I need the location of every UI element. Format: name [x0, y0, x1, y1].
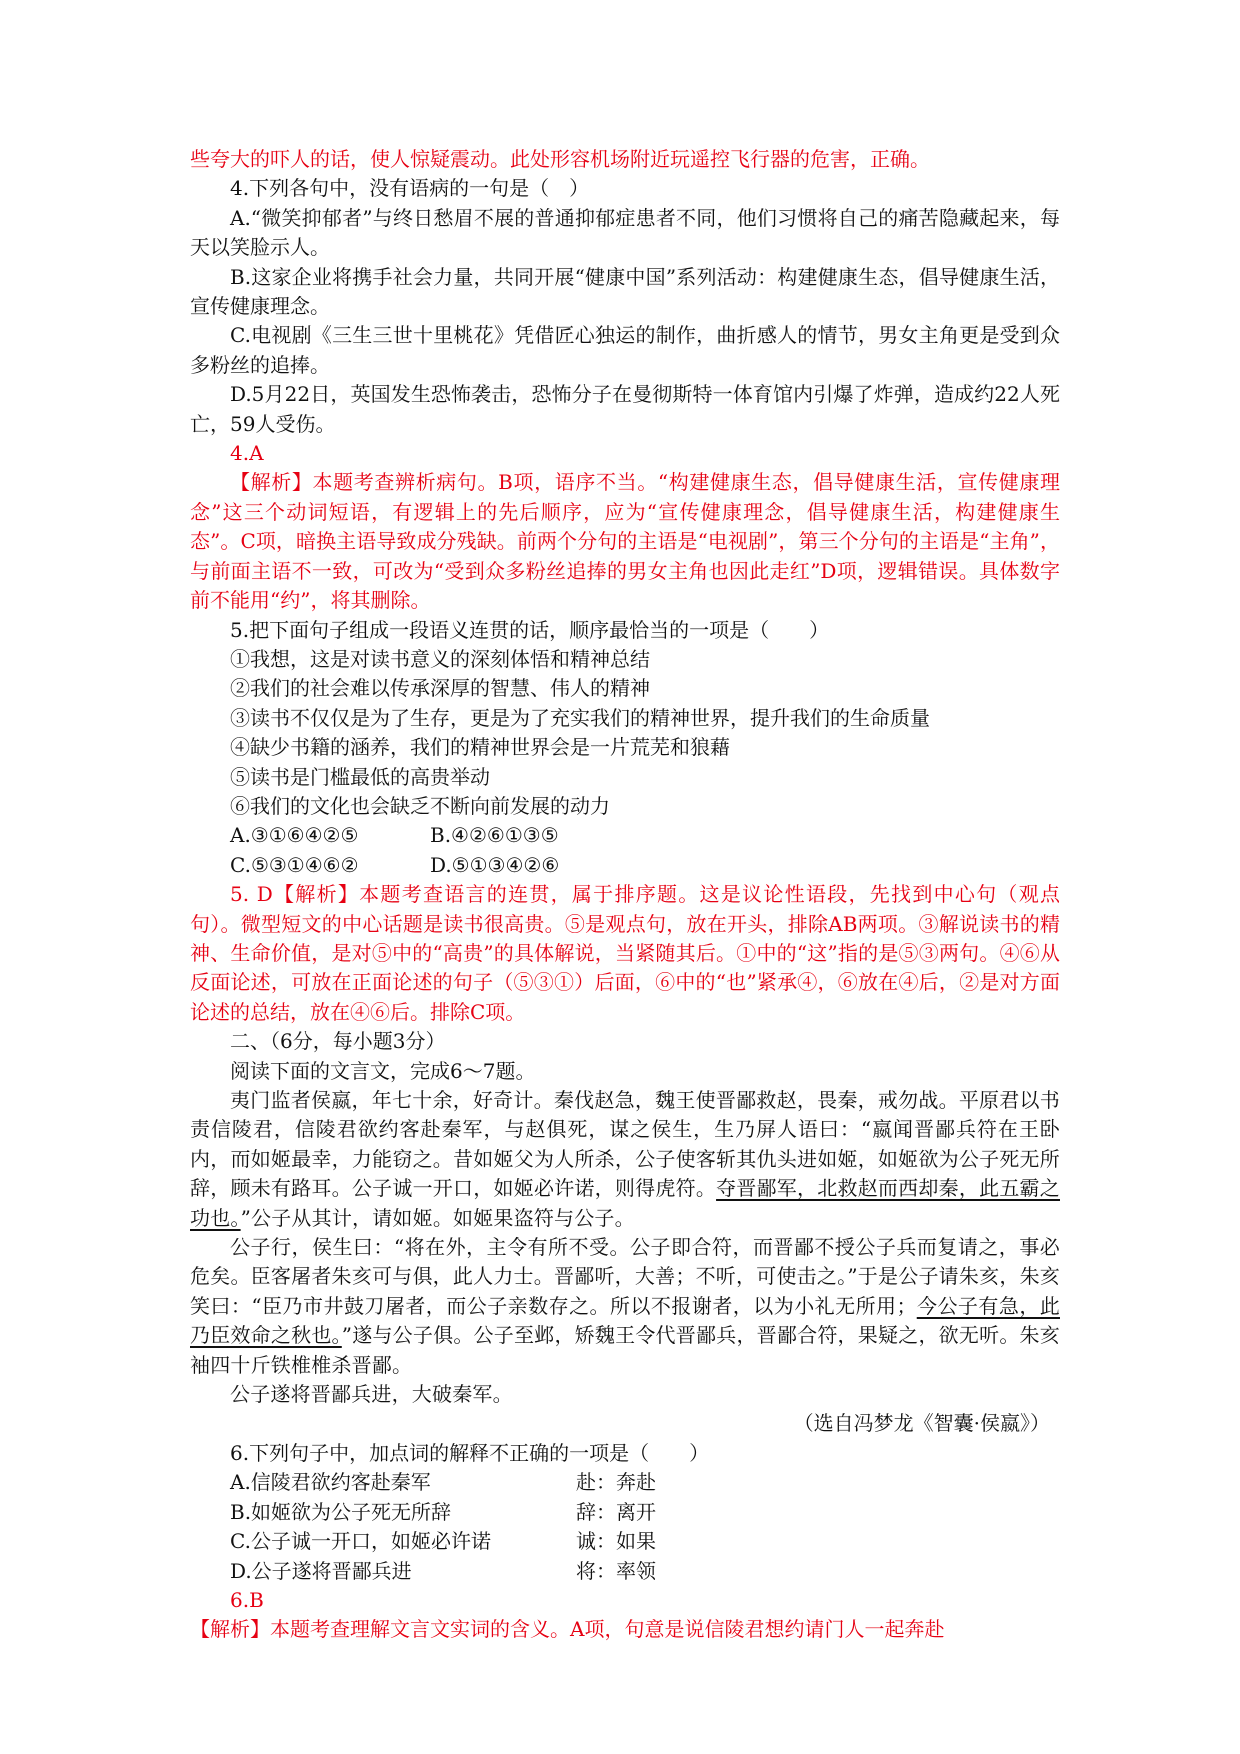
q6-stem: 6.下列句子中，加点词的解释不正确的一项是（ ）	[230, 1440, 710, 1465]
q5-stem: 5.把下面句子组成一段语义连贯的话，顺序最恰当的一项是（ ）	[230, 617, 830, 642]
q5-options-row-1	[190, 821, 1060, 850]
q5-option-b: B.④②⑥①③⑤	[430, 823, 559, 848]
q5-item-5: ⑤读书是门槛最低的高贵举动	[230, 764, 490, 789]
q6-analysis: 【解析】本题考查理解文言文实词的含义。A项，句意是说信陵君想约请门人一起奔赴	[190, 1617, 945, 1642]
analysis-continuation: 些夸大的吓人的话，使人惊疑震动。此处形容机场附近玩遥控飞行器的危害，正确。	[190, 147, 930, 171]
q5-item-6: ⑥我们的文化也会缺乏不断向前发展的动力	[230, 793, 610, 818]
q5-option-c: C.⑤③①④⑥②	[230, 852, 359, 877]
q6-option-sentence: D.公子遂将晋鄙兵进	[230, 1558, 412, 1583]
underlined-sentence-2: 今公子有急，此乃臣效命之秋也。	[190, 1293, 1060, 1348]
q5-option-d: D.⑤①③④②⑥	[430, 852, 560, 877]
section-2-heading: 二、（6分，每小题3分）	[230, 1029, 446, 1054]
q4-answer: 4.A	[230, 441, 264, 466]
q6-option-c	[190, 1527, 1060, 1556]
classical-text-1b: ”公子从其计，请如姬。如姬果盗符与公子。	[240, 1205, 635, 1230]
q4-stem: 4.下列各句中，没有语病的一句是（ ）	[230, 176, 590, 201]
classical-text-2b: ”遂与公子俱。公子至邺，矫魏王令代晋鄙兵，晋鄙合符，果疑之，欲无听。朱亥袖四十斤铁椎椎杀晋鄙。	[190, 1323, 1060, 1377]
q6-option-sentence: A.信陵君欲约客赴秦军	[230, 1470, 431, 1495]
underlined-sentence-1: 夺晋鄙军，北救赵而西却秦，此五霸之功也。	[190, 1176, 1060, 1230]
q6-option-d	[190, 1557, 1060, 1586]
classical-text-paragraph-2	[190, 1233, 1060, 1380]
q5-analysis: 5. D【解析】本题考查语言的连贯，属于排序题。这是议论性语段，先找到中心句（观点句）。微型短文的中心话题是读书很高贵。⑤是观点句，放在开头，排除AB两项。③解说读书的精神、生命价值，是对⑤中的“高贵”的具体解说，当紧随其后。①中的“这”指的是⑤③两句。④⑥从反面论述，可放在正面论述的句子（⑤③①）后面，⑥中的“也”紧承④，⑥放在④后，②是对方面论述的总结，放在④⑥后。排除C项。	[190, 882, 1060, 1024]
classical-text-2a: 公子行，侯生曰：“将在外，主令有所不受。公子即合符，而晋鄙不授公子兵而复请之，事必危矣。臣客屠者朱亥可与俱，此人力士。晋鄙听，大善；不听，可使击之。”于是公子请朱亥，朱亥笑曰：“臣乃市井鼓刀屠者，而公子亲数存之。所以不报谢者，以为小礼无所用；	[190, 1235, 1060, 1318]
section-2-instruction: 阅读下面的文言文，完成6～7题。	[230, 1058, 536, 1083]
q5-options-row-2	[190, 851, 1060, 880]
q6-option-sentence: B.如姬欲为公子死无所辞	[230, 1499, 452, 1524]
q5-item-2: ②我们的社会难以传承深厚的智慧、伟人的精神	[230, 676, 650, 701]
q5-item-3: ③读书不仅仅是为了生存，更是为了充实我们的精神世界，提升我们的生命质量	[230, 705, 930, 730]
q5-item-4: ④缺少书籍的涵养，我们的精神世界会是一片荒芜和狼藉	[230, 735, 730, 760]
q6-option-gloss: 辞：离开	[576, 1499, 656, 1524]
q6-option-sentence: C.公子诚一开口，如姬必许诺	[230, 1529, 491, 1554]
q6-option-a	[190, 1468, 1060, 1497]
q4-option-c: C.电视剧《三生三世十里桃花》凭借匠心独运的制作，曲折感人的情节，男女主角更是受到众多粉丝的追捧。	[190, 323, 1060, 377]
q4-option-d: D.5月22日，英国发生恐怖袭击，恐怖分子在曼彻斯特一体育馆内引爆了炸弹，造成约22人死亡，59人受伤。	[190, 382, 1060, 436]
text-source: （选自冯梦龙《智囊·侯嬴》）	[793, 1411, 1050, 1436]
q4-option-a: A.“微笑抑郁者”与终日愁眉不展的普通抑郁症患者不同，他们习惯将自己的痛苦隐藏起来，每天以笑脸示人。	[190, 205, 1060, 260]
q6-option-b	[190, 1498, 1060, 1527]
q6-option-gloss: 诚：如果	[576, 1529, 656, 1554]
classical-text-1a: 夷门监者侯嬴，年七十余，好奇计。秦伐赵急，魏王使晋鄙救赵，畏秦，戒勿战。平原君以书责信陵君，信陵君欲约客赴秦军，与赵俱死，谋之侯生，生乃屏人语曰：“嬴闻晋鄙兵符在王卧内，而如姬最幸，力能窃之。昔如姬父为人所杀，公子使客斩其仇头进如姬，如姬欲为公子死无所辞，顾未有路耳。公子诚一开口，如姬必许诺，则得虎符。	[190, 1088, 1060, 1201]
q5-option-a: A.③①⑥④②⑤	[230, 823, 359, 848]
q6-option-gloss: 赴：奔赴	[576, 1470, 656, 1495]
q6-answer: 6.B	[230, 1587, 264, 1612]
classical-text-paragraph-3: 公子遂将晋鄙兵进，大破秦军。	[230, 1382, 513, 1407]
document-page	[190, 145, 1060, 1645]
q4-analysis: 【解析】本题考查辨析病句。B项，语序不当。“构建健康生态，倡导健康生活，宣传健康理念”这三个动词短语，有逻辑上的先后顺序，应为“宣传健康理念，倡导健康生活，构建健康生态”。C项，暗换主语导致成分残缺。前两个分句的主语是“电视剧”，第三个分句的主语是“主角”，与前面主语不一致，可改为“受到众多粉丝追捧的男女主角也因此走红”D项，逻辑错误。具体数字前不能用“约”，将其删除。	[190, 470, 1060, 613]
q6-option-gloss: 将：率领	[576, 1558, 656, 1583]
q5-item-1: ①我想，这是对读书意义的深刻体悟和精神总结	[230, 646, 650, 671]
q4-option-b: B.这家企业将携手社会力量，共同开展“健康中国”系列活动：构建健康生态，倡导健康生活，宣传健康理念。	[190, 264, 1060, 319]
classical-text-paragraph-1	[190, 1086, 1060, 1233]
